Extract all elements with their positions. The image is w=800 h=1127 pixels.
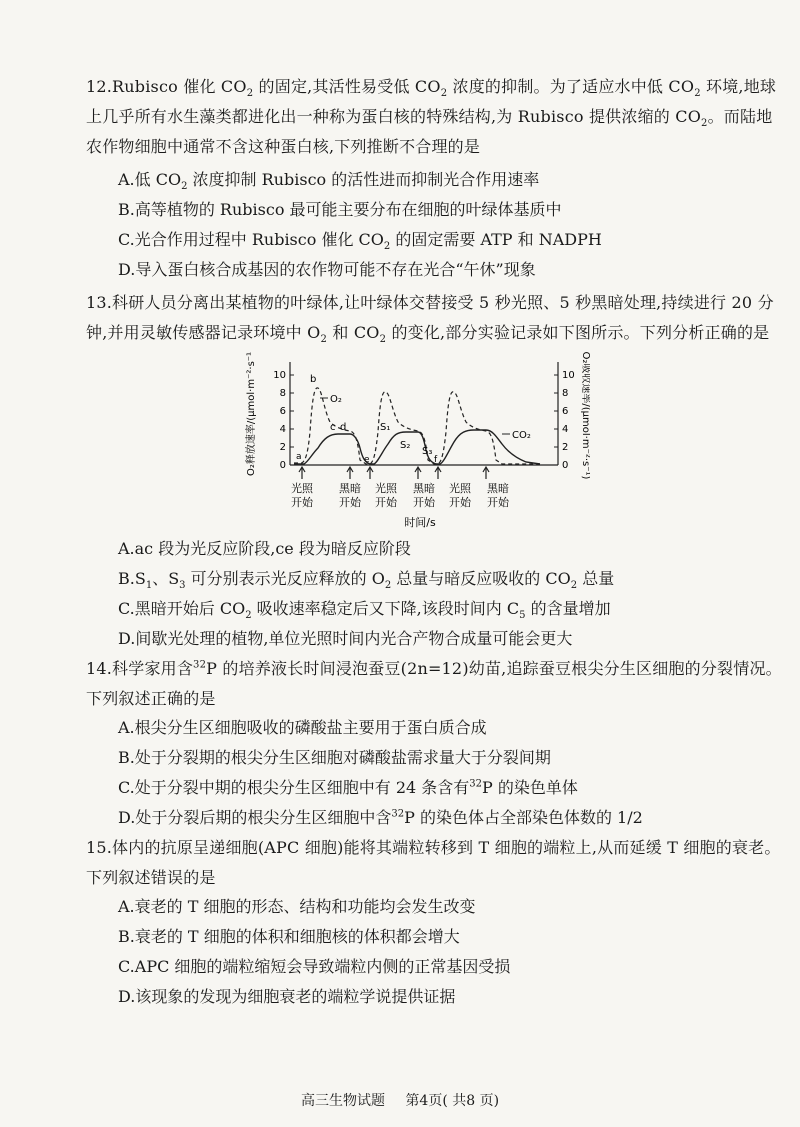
x-axis-label: 时间/s [404, 516, 436, 529]
question-15-option-a: A.衰老的 T 细胞的形态、结构和功能均会发生改变 [118, 897, 476, 916]
y-left-tick-2: 2 [279, 442, 286, 453]
question-13-stem: 13.科研人员分离出某植物的叶绿体,让叶绿体交替接受 5 秒光照、5 秒黑暗处理,持续进行 20 分钟,并用灵敏传感器记录环境中 $O_2$ 和 $CO_2$ 的变化,部分实验记录如下图所示。下列分析正确的是 [86, 293, 774, 346]
event-5-line2: 开始 [449, 496, 471, 509]
question-13-option-d: D.间歇光处理的植物,单位光照时间内光合产物合成量可能会更大 [118, 629, 573, 648]
y-right-tick-6: 6 [562, 406, 569, 417]
y-left-label: O₂释放速率/(μmol·m⁻²·s⁻¹) [246, 352, 257, 476]
co2-curve [294, 430, 540, 464]
y-left-tick-4: 4 [279, 424, 286, 435]
co2-series-label: CO₂ [512, 430, 531, 441]
event-6-line1: 黑暗 [487, 482, 509, 495]
y-right-label: CO₂吸收速率/(μmol·m⁻²·s⁻¹) [580, 352, 590, 480]
question-14-option-c: C.处于分裂中期的根尖分生区细胞中有 24 条含有$^{32}$P 的染色单体 [118, 778, 578, 797]
event-3-line2: 开始 [375, 496, 397, 509]
y-left-ticks [273, 370, 294, 471]
event-2-line1: 黑暗 [339, 482, 361, 495]
y-right-ticks [554, 370, 575, 471]
question-13-option-b: $B.S_1$、$S_3$ 可分别表示光反应释放的 $O_2$ 总量与暗反应吸收的 $CO_2$ 总量 [118, 569, 615, 592]
point-b-label: b [310, 374, 317, 385]
point-e-label: e [364, 455, 370, 465]
event-2-line2: 开始 [339, 496, 361, 509]
question-13-option-a: A.ac 段为光反应阶段,ce 段为暗反应阶段 [118, 539, 411, 558]
event-1-line1: 光照 [291, 482, 313, 495]
point-a-label: a [296, 452, 302, 462]
y-right-tick-0: 0 [562, 460, 569, 471]
event-3-line1: 光照 [375, 482, 397, 495]
event-arrows [299, 467, 489, 479]
question-15-option-d: D.该现象的发现为细胞衰老的端粒学说提供证据 [118, 987, 456, 1006]
question-13-option-c: C.黑暗开始后 $CO_2$ 吸收速率稳定后又下降,该段时间内 $C_5$ 的含量增加 [118, 599, 611, 622]
question-14-option-b: B.处于分裂期的根尖分生区细胞对磷酸盐需求量大于分裂间期 [118, 748, 551, 767]
page-footer [0, 1090, 800, 1110]
question-14-option-a: A.根尖分生区细胞吸收的磷酸盐主要用于蛋白质合成 [118, 718, 487, 737]
question-14-option-d: D.处于分裂后期的根尖分生区细胞中含$^{32}$P 的染色体占全部染色体数的 1/2 [118, 808, 643, 827]
question-12-option-a: A.低 $CO_2$ 浓度抑制 Rubisco 的活性进而抑制光合作用速率 [118, 170, 540, 193]
photosynthesis-rate-figure [240, 352, 590, 532]
point-f-label: f [434, 455, 438, 465]
o2-series-label: O₂ [330, 394, 342, 405]
event-6-line2: 开始 [487, 496, 509, 509]
question-14-stem: 14.科学家用含$^{32}$P 的培养液长时间浸泡蚕豆(2n=12)幼苗,追踪蚕豆根尖分生区细胞的分裂情况。下列叙述正确的是 [86, 659, 782, 708]
y-left-tick-6: 6 [279, 406, 286, 417]
y-right-tick-8: 8 [562, 388, 569, 399]
question-15-option-b: B.衰老的 T 细胞的体积和细胞核的体积都会增大 [118, 927, 460, 946]
page-number: 第4页( 共8 页) [405, 1093, 500, 1109]
question-12-option-d: D.导入蛋白核合成基因的农作物可能不存在光合“午休”现象 [118, 260, 536, 279]
area-s2-label: S₂ [400, 440, 411, 451]
question-12-option-c: C.光合作用过程中 Rubisco 催化 $CO_2$ 的固定需要 ATP 和 NADPH [118, 230, 602, 253]
area-s3-label: S₃ [422, 446, 433, 457]
point-d-label: d [340, 422, 347, 433]
point-c-label: c [330, 422, 336, 433]
question-12-option-b: B.高等植物的 Rubisco 最可能主要分布在细胞的叶绿体基质中 [118, 200, 562, 219]
figure-svg [240, 352, 590, 532]
question-12-stem: 12.Rubisco 催化 $CO_2$ 的固定,其活性易受低 $CO_2$ 浓度的抑制。为了适应水中低 $CO_2$ 环境,地球上几乎所有水生藻类都进化出一种称为蛋白核的特殊结构,为 Rubisco 提供浓缩的 $CO_2$。而陆地农作物细胞中通常不含这种蛋白核,下列推断不合理的是 [86, 77, 777, 156]
event-labels [291, 481, 510, 509]
event-1-line2: 开始 [291, 496, 313, 509]
question-15-stem: 15.体内的抗原呈递细胞(APC 细胞)能将其端粒转移到 T 细胞的端粒上,从而延缓 T 细胞的衰老。下列叙述错误的是 [86, 838, 781, 887]
y-right-tick-4: 4 [562, 424, 569, 435]
y-left-tick-8: 8 [279, 388, 286, 399]
event-5-line1: 光照 [449, 482, 471, 495]
y-left-tick-10: 10 [273, 370, 286, 381]
event-4-line1: 黑暗 [413, 482, 435, 495]
event-4-line2: 开始 [413, 496, 435, 509]
y-right-tick-10: 10 [562, 370, 575, 381]
area-s1-label: S₁ [380, 422, 391, 433]
y-left-tick-0: 0 [279, 460, 286, 471]
question-15-option-c: C.APC 细胞的端粒缩短会导致端粒内侧的正常基因受损 [118, 957, 511, 976]
y-right-tick-2: 2 [562, 442, 569, 453]
exam-title: 高三生物试题 [300, 1093, 385, 1109]
